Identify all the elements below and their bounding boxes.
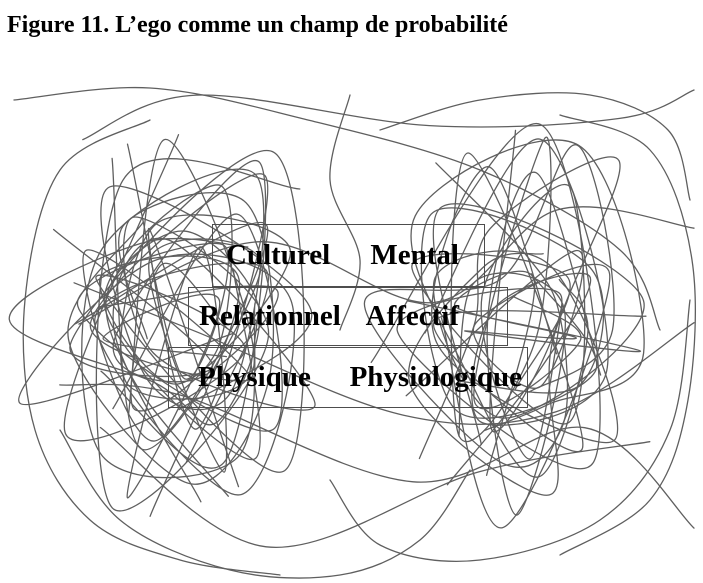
label-affectif: Affectif [365,300,459,332]
figure-title: Figure 11. L’ego comme un champ de probabilité [7,12,508,38]
label-mental: Mental [370,239,459,271]
box-relationnel-affectif [188,287,508,346]
label-physique: Physique [198,361,311,393]
label-culturel: Culturel [226,239,331,271]
scribble-stroke [380,93,690,200]
label-relationnel: Relationnel [199,300,341,332]
box-culturel-mental [212,224,485,287]
box-physique-physiologique [168,347,528,408]
label-physiologique: Physiologique [349,361,522,393]
